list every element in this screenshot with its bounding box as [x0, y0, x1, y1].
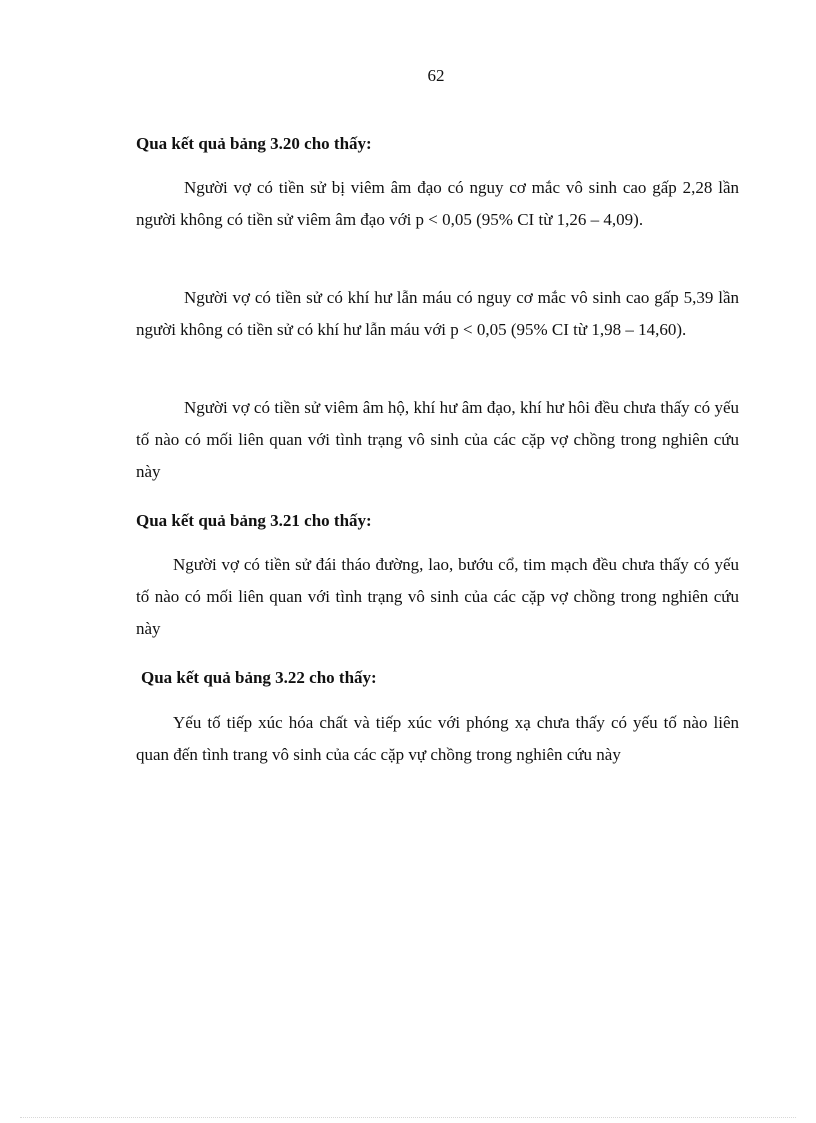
section-heading-text: Qua kết quả bảng 3.22 cho thấy:: [141, 668, 377, 687]
page-bottom-divider: [20, 1117, 796, 1118]
section-heading-3-20: [136, 128, 739, 160]
section-heading-3-21: [136, 505, 739, 537]
section-heading-text: Qua kết quả bảng 3.20 cho thấy:: [136, 134, 372, 153]
paragraph-text: Người vợ có tiền sử bị viêm âm đạo có nguy cơ mắc vô sinh cao gấp 2,28 lần người không có tiền sử viêm âm đạo với p < 0,05 (95% CI từ 1,26 – 4,09).: [136, 178, 739, 229]
paragraph-vulvitis: [136, 392, 739, 488]
section-heading-3-22: [141, 662, 744, 694]
paragraph-text: Yếu tố tiếp xúc hóa chất và tiếp xúc với phóng xạ chưa thấy có yếu tố nào liên quan đến tình trang vô sinh của các cặp vự chồng trong nghiên cứu này: [136, 713, 739, 764]
page-number: 62: [427, 66, 445, 85]
paragraph-text: Người vợ có tiền sử đái tháo đường, lao, bướu cổ, tim mạch đều chưa thấy có yếu tố nào có mối liên quan với tình trạng vô sinh của các cặp vợ chồng trong nghiên cứu này: [136, 555, 739, 638]
paragraph-medical-history: [136, 549, 739, 645]
paragraph-text: Người vợ có tiền sử viêm âm hộ, khí hư âm đạo, khí hư hôi đều chưa thấy có yếu tố nào có mối liên quan với tình trạng vô sinh của các cặp vợ chồng trong nghiên cứu này: [136, 398, 739, 481]
paragraph-bloody-discharge: [136, 282, 739, 346]
paragraph-vaginitis: [136, 172, 739, 236]
paragraph-text: Người vợ có tiền sử có khí hư lẫn máu có nguy cơ mắc vô sinh cao gấp 5,39 lần người không có tiền sử có khí hư lẫn máu với p < 0,05 (95% CI từ 1,98 – 14,60).: [136, 288, 739, 339]
section-heading-text: Qua kết quả bảng 3.21 cho thấy:: [136, 511, 372, 530]
paragraph-chemical-exposure: [136, 707, 739, 771]
